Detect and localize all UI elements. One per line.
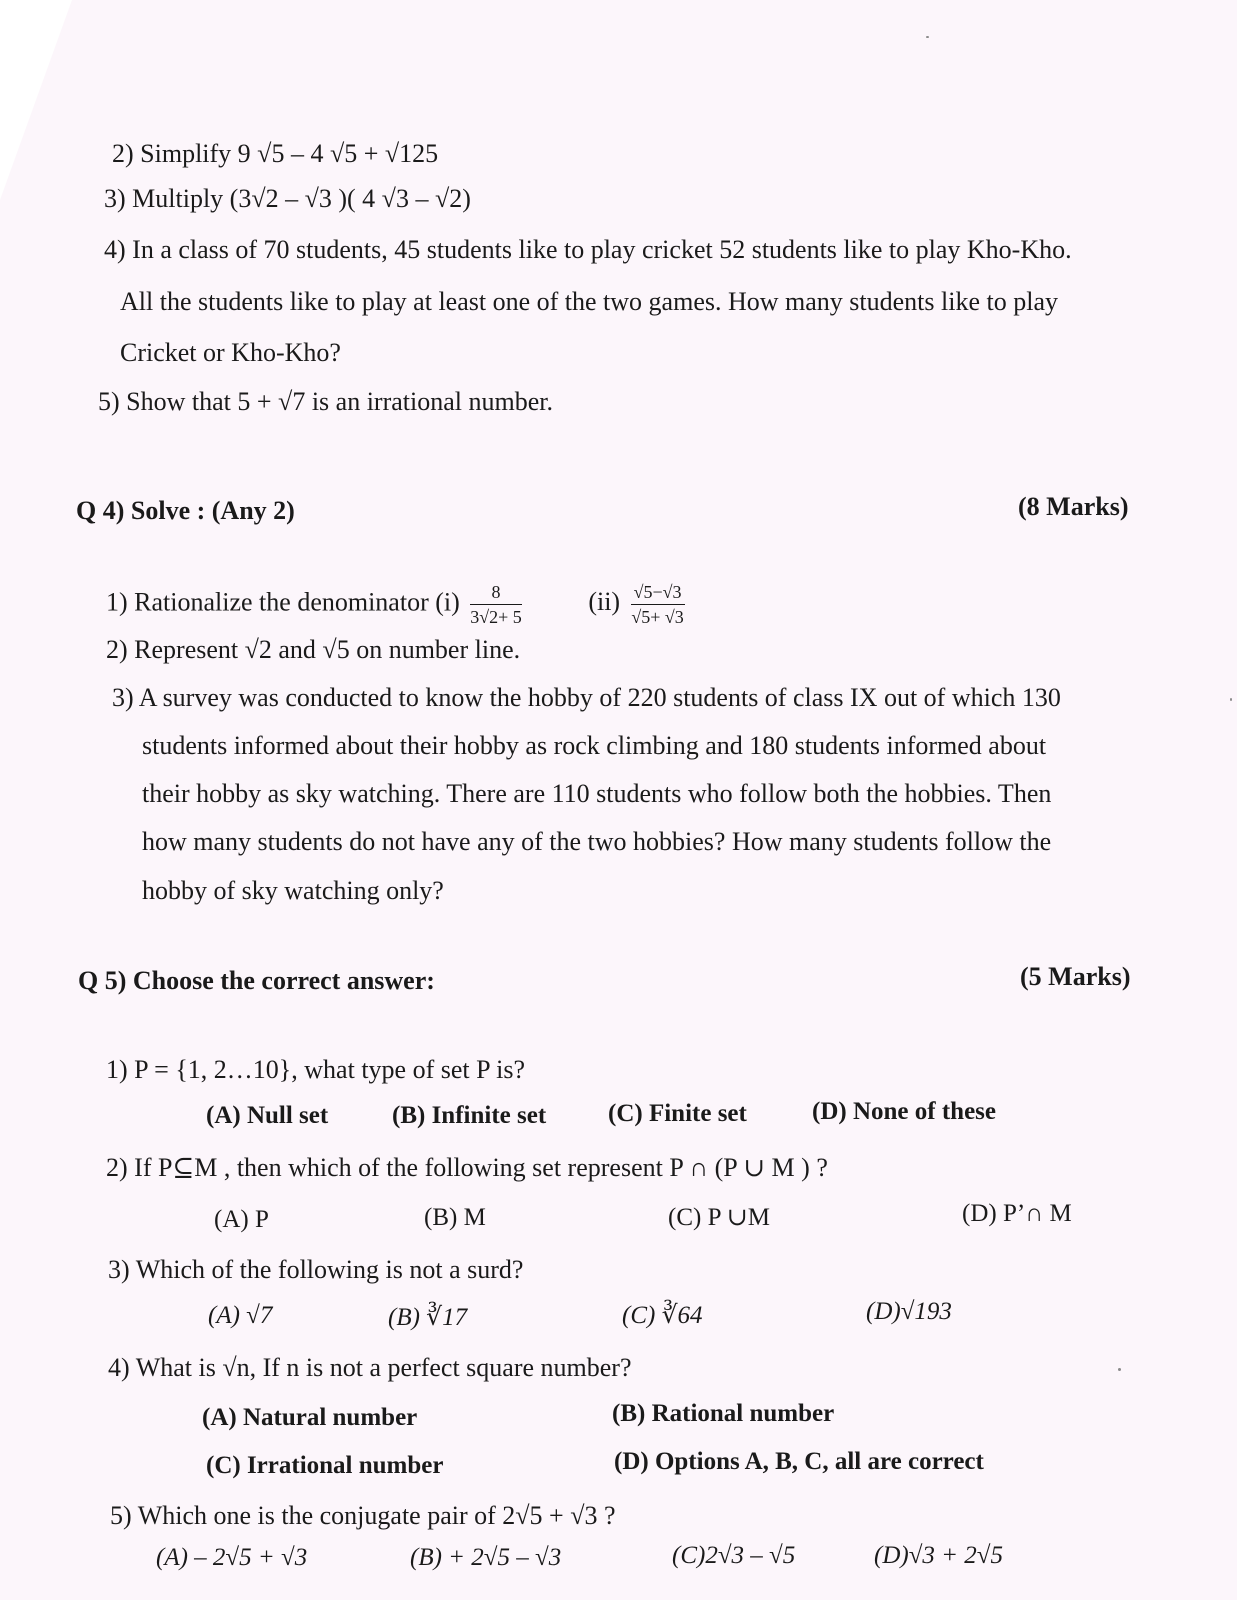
fraction-2-numerator: √5−√3 [631, 582, 685, 605]
q4-item-1-mid: (ii) [588, 587, 621, 617]
mcq-5-option-c: (C)2√3 – √5 [672, 1542, 796, 1569]
scan-speck [926, 36, 929, 38]
scan-speck [1118, 1368, 1121, 1371]
s3-question-2: 2) Simplify 9 √5 – 4 √5 + √125 [112, 139, 439, 168]
mcq-5-option-d: (D)√3 + 2√5 [874, 1542, 1004, 1569]
q5-heading: Q 5) Choose the correct answer: [78, 966, 435, 995]
fraction-1-numerator: 8 [470, 582, 522, 605]
q4-item-3-line-4: how many students do not have any of the two hobbies? How many students follow the [142, 827, 1052, 856]
mcq-3-question: 3) Which of the following is not a surd? [108, 1255, 524, 1284]
mcq-1-question: 1) P = {1, 2…10}, what type of set P is? [106, 1055, 525, 1084]
fraction-2-denominator: √5+ √3 [631, 607, 684, 627]
scan-speck [1230, 698, 1232, 701]
mcq-1-option-a: (A) Null set [206, 1102, 329, 1129]
q4-item-1-prefix: 1) Rationalize the denominator (i) [106, 587, 460, 617]
q4-heading: Q 4) Solve : (Any 2) [76, 496, 295, 525]
mcq-3-option-b: (B) ∛17 [388, 1304, 468, 1331]
mcq-4-option-a: (A) Natural number [202, 1404, 418, 1431]
mcq-3-option-a: (A) √7 [208, 1302, 273, 1329]
mcq-3-option-d: (D)√193 [866, 1298, 952, 1325]
mcq-4-question: 4) What is √n, If n is not a perfect square number? [108, 1353, 632, 1382]
q5-marks: (5 Marks) [1020, 962, 1131, 991]
page-fold-corner [0, 0, 72, 200]
s3-question-3: 3) Multiply (3√2 – √3 )( 4 √3 – √2) [104, 184, 471, 213]
q4-item-3-line-5: hobby of sky watching only? [142, 876, 444, 905]
mcq-5-option-a: (A) – 2√5 + √3 [156, 1544, 308, 1571]
fraction-2 [631, 582, 685, 627]
mcq-2-option-c: (C) P ∪M [668, 1204, 770, 1231]
mcq-1-option-c: (C) Finite set [608, 1100, 747, 1127]
q4-item-3-line-1: 3) A survey was conducted to know the hobby of 220 students of class IX out of which 130 [112, 683, 1061, 712]
s3-question-4-line-3: Cricket or Kho-Kho? [120, 338, 341, 367]
fraction-1-denominator: 3√2+ 5 [470, 607, 522, 627]
s3-question-4-line-2: All the students like to play at least one of the two games. How many students like to play [120, 287, 1058, 316]
q4-item-2: 2) Represent √2 and √5 on number line. [106, 635, 521, 664]
q4-item-3-line-2: students informed about their hobby as rock climbing and 180 students informed about [142, 731, 1047, 760]
q4-item-3-line-3: their hobby as sky watching. There are 110 students who follow both the hobbies. Then [142, 779, 1052, 808]
mcq-2-option-b: (B) M [424, 1204, 486, 1231]
mcq-4-option-d: (D) Options A, B, C, all are correct [614, 1448, 984, 1475]
mcq-5-option-b: (B) + 2√5 – √3 [410, 1544, 562, 1571]
fraction-1 [470, 582, 522, 627]
mcq-4-option-b: (B) Rational number [612, 1400, 835, 1427]
mcq-3-option-c: (C) ∛64 [622, 1302, 703, 1329]
mcq-1-option-b: (B) Infinite set [392, 1102, 547, 1129]
s3-question-5: 5) Show that 5 + √7 is an irrational number. [98, 387, 553, 416]
mcq-2-question: 2) If P⊆M , then which of the following set represent P ∩ (P ∪ M ) ? [106, 1153, 828, 1182]
q4-marks: (8 Marks) [1018, 492, 1129, 521]
mcq-5-question: 5) Which one is the conjugate pair of 2√5 + √3 ? [110, 1501, 616, 1530]
mcq-2-option-a: (A) P [214, 1206, 269, 1233]
mcq-2-option-d: (D) P’∩ M [962, 1200, 1072, 1227]
s3-question-4-line-1: 4) In a class of 70 students, 45 students like to play cricket 52 students like to play Kho-Kho. [104, 235, 1072, 264]
mcq-4-option-c: (C) Irrational number [206, 1452, 444, 1479]
mcq-1-option-d: (D) None of these [812, 1098, 996, 1125]
q4-item-1 [106, 582, 689, 627]
